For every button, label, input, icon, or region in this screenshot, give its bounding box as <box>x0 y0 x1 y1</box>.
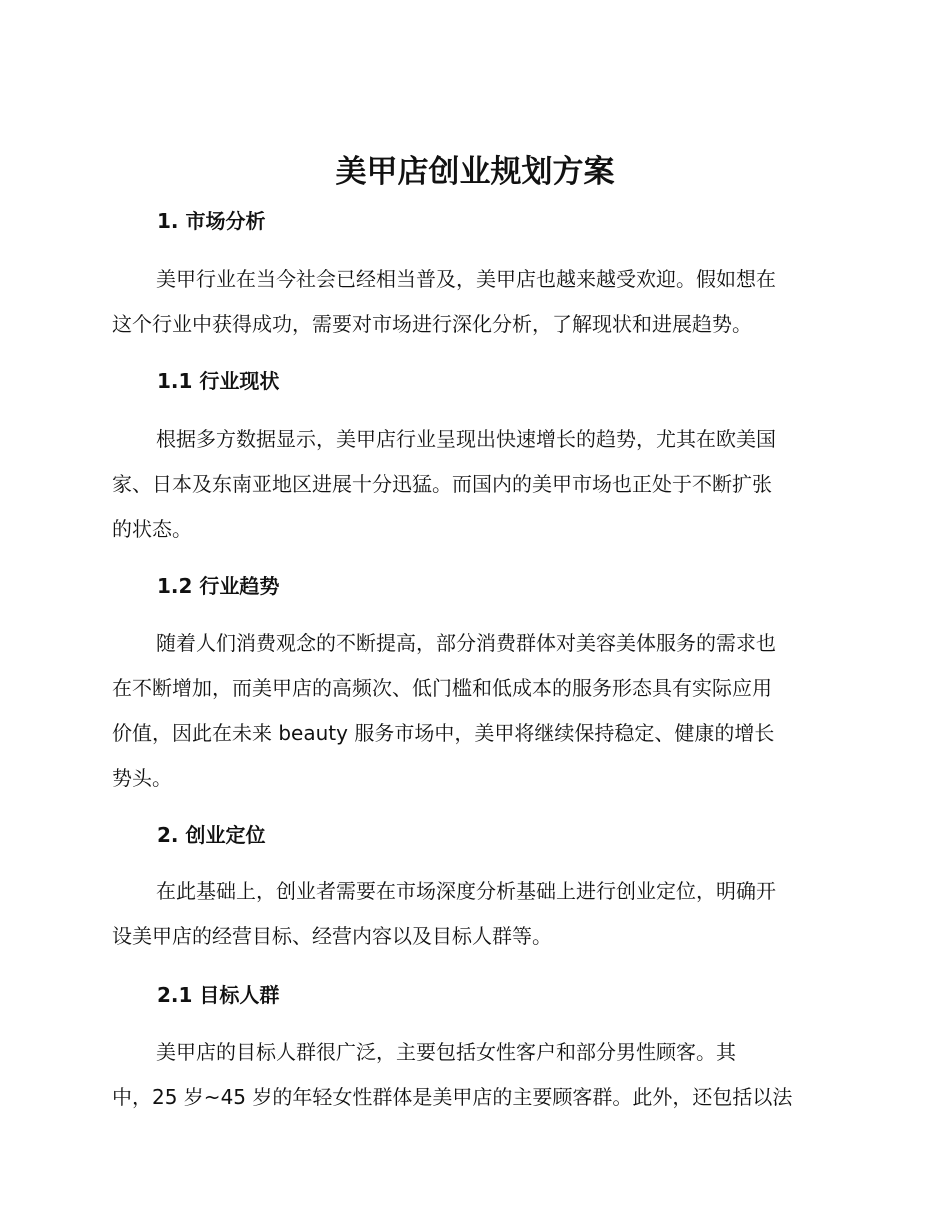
section-heading-target-audience: 2.1 目标人群 <box>157 983 280 1007</box>
paragraph-line: 在此基础上，创业者需要在市场深度分析基础上进行创业定位，明确开 <box>156 879 776 903</box>
paragraph-line: 在不断增加，而美甲店的高频次、低门槛和低成本的服务形态具有实际应用 <box>112 676 772 700</box>
paragraph-line: 家、日本及东南亚地区进展十分迅猛。而国内的美甲市场也正处于不断扩张 <box>112 472 772 496</box>
paragraph-business-positioning <box>112 869 832 959</box>
paragraph-line: 价值，因此在未来 beauty 服务市场中，美甲将继续保持稳定、健康的增长 <box>112 721 775 745</box>
paragraph-line: 中，25 岁~45 岁的年轻女性群体是美甲店的主要顾客群。此外，还包括以法 <box>112 1085 793 1109</box>
section-heading-market-analysis: 1. 市场分析 <box>157 209 266 233</box>
paragraph-line: 的状态。 <box>112 517 192 541</box>
paragraph-line: 势头。 <box>112 766 172 790</box>
document-title: 美甲店创业规划方案 <box>335 154 615 190</box>
paragraph-line: 这个行业中获得成功，需要对市场进行深化分析，了解现状和进展趋势。 <box>112 312 752 336</box>
paragraph-line: 美甲行业在当今社会已经相当普及，美甲店也越来越受欢迎。假如想在 <box>156 267 776 291</box>
paragraph-market-analysis <box>112 257 832 347</box>
paragraph-line: 根据多方数据显示，美甲店行业呈现出快速增长的趋势，尤其在欧美国 <box>156 427 776 451</box>
section-heading-business-positioning: 2. 创业定位 <box>157 823 266 847</box>
paragraph-line: 设美甲店的经营目标、经营内容以及目标人群等。 <box>112 924 552 948</box>
section-heading-industry-status: 1.1 行业现状 <box>157 369 280 393</box>
section-heading-industry-trend: 1.2 行业趋势 <box>157 574 280 598</box>
paragraph-line: 随着人们消费观念的不断提高，部分消费群体对美容美体服务的需求也 <box>156 631 776 655</box>
paragraph-target-audience <box>112 1030 832 1120</box>
paragraph-line: 美甲店的目标人群很广泛，主要包括女性客户和部分男性顾客。其 <box>156 1040 736 1064</box>
paragraph-industry-trend <box>112 621 832 801</box>
paragraph-industry-status <box>112 417 832 552</box>
